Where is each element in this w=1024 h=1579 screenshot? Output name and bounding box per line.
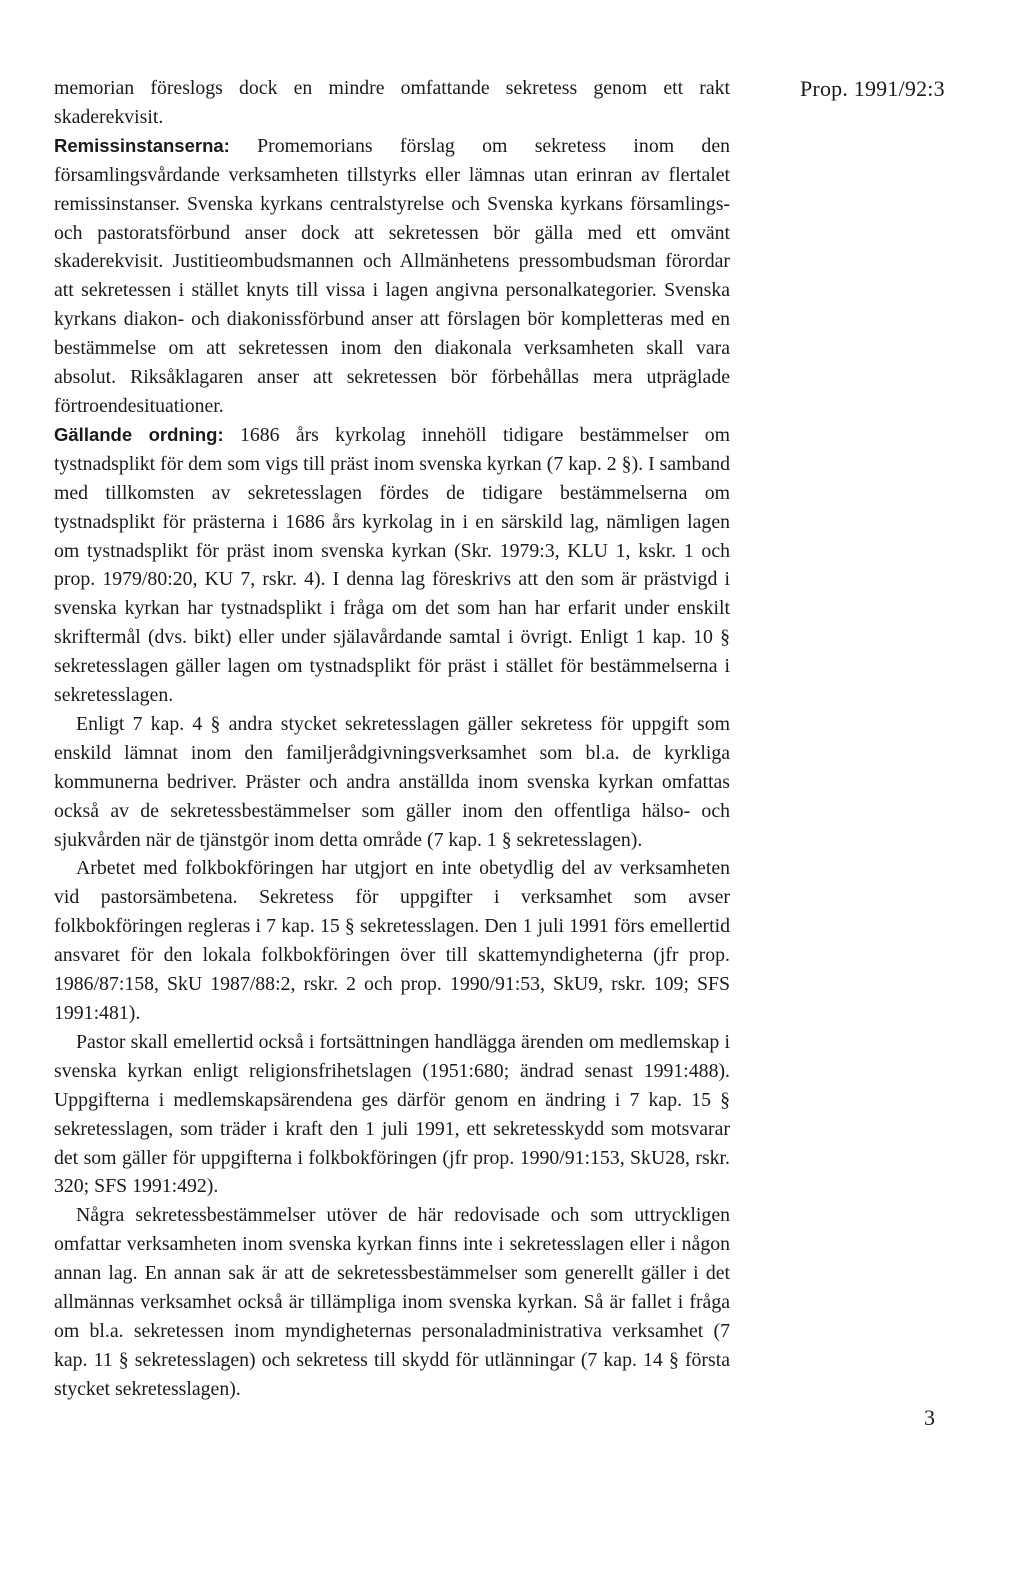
paragraph-familjeradgivning: Enligt 7 kap. 4 § andra stycket sekretesslagen gäller sekretess för uppgift som enskild lämnat inom den familjerådgivningsverksamhet som bl.a. de kyrkliga kommunerna bedriver. Präster och andra anställda inom svenska kyrkan omfattas också av de sekretessbestämmelser som gäller inom den offentliga hälso- och sjukvården när de tjänstgör inom detta område (7 kap. 1 § sekretesslagen). bbox=[54, 712, 730, 851]
paragraph-gallande-ordning bbox=[54, 421, 730, 710]
section-heading-gallande-ordning: Gällande ordning: bbox=[54, 423, 224, 445]
paragraph-ovriga-bestammelser: Några sekretessbestämmelser utöver de här redovisade och som uttryckligen omfattar verksamheten inom svenska kyrkan finns inte i sekretesslagen eller i någon annan lag. En annan sak är att de sekretessbestämmelser som generellt gäller i det allmännas verksamhet också är tillämpliga inom svenska kyrkan. Så är fallet i fråga om bl.a. sekretessen inom myndigheternas personaladministrativa verksamhet (7 kap. 11 § sekretesslagen) och sekretess till skydd för utlänningar (7 kap. 14 § första stycket sekretesslagen). bbox=[54, 1204, 730, 1400]
paragraph-continuation: memorian föreslogs dock en mindre omfattande sekretess genom ett rakt skaderekvisit. bbox=[54, 77, 730, 128]
body-text bbox=[54, 74, 730, 1404]
paragraph-text: Promemorians förslag om sekretess inom den församlingsvårdande verksamheten tillstyrks eller lämnas utan erinran av flertalet remissinstanser. Svenska kyrkans centralstyrelse och Svenska kyrkans församlings- och pastoratsförbund anser dock att sekretessen bör gälla med ett omvänt skaderekvisit. Justitieombudsmannen och Allmänhetens pressombudsman förordar att sekretessen i stället knyts till vissa i lagen angivna personalkategorier. Svenska kyrkans diakon- och diakonissförbund anser att förslagen bör kompletteras med en bestämmelse om att sekretessen inom den diakonala verksamheten skall vara absolut. Riksåklagaren anser att sekretessen bör förbehållas mera utpräglade förtroendesituationer. bbox=[54, 134, 730, 417]
paragraph-folkbokforing: Arbetet med folkbokföringen har utgjort en inte obetydlig del av verksamheten vid pastorsämbetena. Sekretess för uppgifter i verksamhet som avser folkbokföringen regleras i 7 kap. 15 § sekretesslagen. Den 1 juli 1991 förs emellertid ansvaret för den lokala folkbokföringen över till skattemyndigheterna (jfr prop. 1986/87:158, SkU 1987/88:2, rskr. 2 och prop. 1990/91:53, SkU9, rskr. 109; SFS 1991:481). bbox=[54, 857, 730, 1024]
prop-reference: Prop. 1991/92:3 bbox=[800, 76, 945, 101]
section-heading-remissinstanserna: Remissinstanserna: bbox=[54, 134, 230, 156]
paragraph-remissinstanserna bbox=[54, 132, 730, 421]
paragraph-text: 1686 års kyrkolag innehöll tidigare bestämmelser om tystnadsplikt för dem som vigs till präst inom svenska kyrkan (7 kap. 2 §). I samband med tillkomsten av sekretesslagen fördes de tidigare bestämmelserna om tystnadsplikt för prästerna i 1686 års kyrkolag in i en särskild lag, nämligen lagen om tystnadsplikt för präst inom svenska kyrkan (Skr. 1979:3, KLU 1, kskr. 1 och prop. 1979/80:20, KU 7, rskr. 4). I denna lag föreskrivs att den som är prästvigd i svenska kyrkan har tystnadsplikt i fråga om det som han har erfarit under enskilt skriftermål (dvs. bikt) eller under själavårdande samtal i övrigt. Enligt 1 kap. 10 § sekretesslagen gäller lagen om tystnadsplikt för präst i stället för bestämmelserna i sekretesslagen. bbox=[54, 423, 730, 707]
page-number: 3 bbox=[924, 1405, 935, 1430]
paragraph-medlemskap: Pastor skall emellertid också i fortsättningen handlägga ärenden om medlemskap i svenska kyrkan enligt religionsfrihetslagen (1951:680; ändrad senast 1991:488). Uppgifterna i medlemskapsärendena ges därför genom en ändring i 7 kap. 15 § sekretesslagen, som träder i kraft den 1 juli 1991, ett sekretesskydd som motsvarar det som gäller för uppgifterna i folkbokföringen (jfr prop. 1990/91:153, SkU28, rskr. 320; SFS 1991:492). bbox=[54, 1030, 730, 1198]
